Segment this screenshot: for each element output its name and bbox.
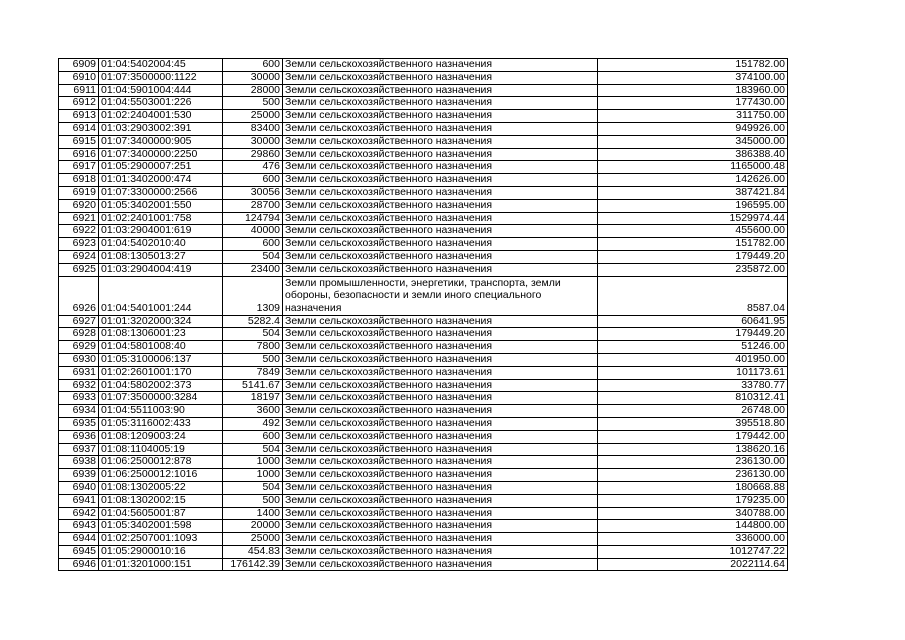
area-cell: 20000	[223, 520, 283, 533]
land-category-cell: Земли сельскохозяйственного назначения	[283, 533, 598, 546]
cadastral-value-cell: 8587.04	[598, 276, 788, 315]
cadastral-value-cell: 236130.00	[598, 456, 788, 469]
land-category-cell: Земли сельскохозяйственного назначения	[283, 186, 598, 199]
land-category-cell: Земли сельскохозяйственного назначения	[283, 174, 598, 187]
row-number-cell: 6935	[59, 417, 99, 430]
area-cell: 1309	[223, 276, 283, 315]
land-category-cell: Земли сельскохозяйственного назначения	[283, 199, 598, 212]
area-cell: 28700	[223, 199, 283, 212]
area-cell: 600	[223, 238, 283, 251]
land-category-cell: Земли сельскохозяйственного назначения	[283, 328, 598, 341]
land-category-cell: Земли сельскохозяйственного назначения	[283, 97, 598, 110]
cadastral-number-cell: 01:08:1209003:24	[99, 430, 223, 443]
table-row	[59, 328, 788, 341]
land-category-cell: Земли сельскохозяйственного назначения	[283, 122, 598, 135]
cadastral-value-cell: 138620.16	[598, 443, 788, 456]
land-category-cell: Земли сельскохозяйственного назначения	[283, 481, 598, 494]
area-cell: 504	[223, 250, 283, 263]
table-row	[59, 456, 788, 469]
cadastral-number-cell: 01:04:5402010:40	[99, 238, 223, 251]
land-parcels-table	[58, 58, 788, 571]
table-row	[59, 161, 788, 174]
area-cell: 18197	[223, 392, 283, 405]
cadastral-value-cell: 177430.00	[598, 97, 788, 110]
row-number-cell: 6944	[59, 533, 99, 546]
land-category-cell: Земли сельскохозяйственного назначения	[283, 59, 598, 72]
cadastral-value-cell: 1529974.44	[598, 212, 788, 225]
cadastral-number-cell: 01:03:2903002:391	[99, 122, 223, 135]
cadastral-value-cell: 101173.61	[598, 366, 788, 379]
table-row	[59, 135, 788, 148]
area-cell: 476	[223, 161, 283, 174]
cadastral-number-cell: 01:04:5503001:226	[99, 97, 223, 110]
area-cell: 5282.4	[223, 315, 283, 328]
cadastral-number-cell: 01:08:1302002:15	[99, 494, 223, 507]
row-number-cell: 6920	[59, 199, 99, 212]
area-cell: 600	[223, 174, 283, 187]
cadastral-value-cell: 2022114.64	[598, 558, 788, 571]
cadastral-value-cell: 386388.40	[598, 148, 788, 161]
row-number-cell: 6945	[59, 545, 99, 558]
cadastral-number-cell: 01:02:2507001:1093	[99, 533, 223, 546]
land-category-cell: Земли сельскохозяйственного назначения	[283, 71, 598, 84]
cadastral-number-cell: 01:03:2904004:419	[99, 263, 223, 276]
area-cell: 500	[223, 353, 283, 366]
table-row	[59, 212, 788, 225]
cadastral-value-cell: 33780.77	[598, 379, 788, 392]
row-number-cell: 6917	[59, 161, 99, 174]
row-number-cell: 6915	[59, 135, 99, 148]
row-number-cell: 6928	[59, 328, 99, 341]
table-row	[59, 469, 788, 482]
table-row	[59, 148, 788, 161]
land-category-cell: Земли сельскохозяйственного назначения	[283, 238, 598, 251]
area-cell: 5141.67	[223, 379, 283, 392]
row-number-cell: 6911	[59, 84, 99, 97]
cadastral-number-cell: 01:07:3400000:905	[99, 135, 223, 148]
table-row	[59, 558, 788, 571]
cadastral-value-cell: 236130.00	[598, 469, 788, 482]
table-row	[59, 507, 788, 520]
cadastral-value-cell: 196595.00	[598, 199, 788, 212]
cadastral-value-cell: 60641.95	[598, 315, 788, 328]
table-row	[59, 110, 788, 123]
row-number-cell: 6918	[59, 174, 99, 187]
land-category-cell: Земли промышленности, энергетики, транспорта, земли обороны, безопасности и земли иного специального назначения	[283, 276, 598, 315]
land-category-cell: Земли сельскохозяйственного назначения	[283, 494, 598, 507]
area-cell: 492	[223, 417, 283, 430]
row-number-cell: 6913	[59, 110, 99, 123]
cadastral-number-cell: 01:01:3201000:151	[99, 558, 223, 571]
table-body	[59, 59, 788, 571]
area-cell: 40000	[223, 225, 283, 238]
table-row	[59, 97, 788, 110]
cadastral-value-cell: 401950.00	[598, 353, 788, 366]
area-cell: 504	[223, 481, 283, 494]
area-cell: 7800	[223, 341, 283, 354]
table-row	[59, 250, 788, 263]
land-category-cell: Земли сельскохозяйственного назначения	[283, 545, 598, 558]
land-category-cell: Земли сельскохозяйственного назначения	[283, 263, 598, 276]
table-row	[59, 520, 788, 533]
cadastral-value-cell: 311750.00	[598, 110, 788, 123]
table-row	[59, 405, 788, 418]
table-row	[59, 315, 788, 328]
cadastral-value-cell: 949926.00	[598, 122, 788, 135]
cadastral-value-cell: 340788.00	[598, 507, 788, 520]
land-category-cell: Земли сельскохозяйственного назначения	[283, 558, 598, 571]
land-category-cell: Земли сельскохозяйственного назначения	[283, 212, 598, 225]
land-category-cell: Земли сельскохозяйственного назначения	[283, 379, 598, 392]
area-cell: 176142.39	[223, 558, 283, 571]
cadastral-value-cell: 142626.00	[598, 174, 788, 187]
cadastral-value-cell: 144800.00	[598, 520, 788, 533]
row-number-cell: 6940	[59, 481, 99, 494]
cadastral-number-cell: 01:04:5401001:244	[99, 276, 223, 315]
cadastral-value-cell: 455600.00	[598, 225, 788, 238]
row-number-cell: 6937	[59, 443, 99, 456]
cadastral-number-cell: 01:07:3500000:1122	[99, 71, 223, 84]
area-cell: 29860	[223, 148, 283, 161]
cadastral-number-cell: 01:08:1306001:23	[99, 328, 223, 341]
table-row	[59, 186, 788, 199]
cadastral-number-cell: 01:05:3100006:137	[99, 353, 223, 366]
cadastral-number-cell: 01:08:1104005:19	[99, 443, 223, 456]
area-cell: 1000	[223, 456, 283, 469]
land-category-cell: Земли сельскохозяйственного назначения	[283, 148, 598, 161]
row-number-cell: 6919	[59, 186, 99, 199]
row-number-cell: 6924	[59, 250, 99, 263]
row-number-cell: 6936	[59, 430, 99, 443]
land-category-cell: Земли сельскохозяйственного назначения	[283, 417, 598, 430]
cadastral-number-cell: 01:02:2601001:170	[99, 366, 223, 379]
cadastral-number-cell: 01:01:3202000:324	[99, 315, 223, 328]
area-cell: 1000	[223, 469, 283, 482]
land-category-cell: Земли сельскохозяйственного назначения	[283, 469, 598, 482]
table-row	[59, 174, 788, 187]
row-number-cell: 6946	[59, 558, 99, 571]
area-cell: 600	[223, 430, 283, 443]
cadastral-value-cell: 183960.00	[598, 84, 788, 97]
cadastral-number-cell: 01:04:5901004:444	[99, 84, 223, 97]
table-row	[59, 199, 788, 212]
area-cell: 504	[223, 328, 283, 341]
area-cell: 30000	[223, 135, 283, 148]
cadastral-number-cell: 01:02:2401001:758	[99, 212, 223, 225]
area-cell: 25000	[223, 110, 283, 123]
row-number-cell: 6933	[59, 392, 99, 405]
table-row	[59, 84, 788, 97]
land-category-cell: Земли сельскохозяйственного назначения	[283, 353, 598, 366]
cadastral-value-cell: 26748.00	[598, 405, 788, 418]
cadastral-value-cell: 1012747.22	[598, 545, 788, 558]
cadastral-value-cell: 180668.88	[598, 481, 788, 494]
row-number-cell: 6910	[59, 71, 99, 84]
table-row	[59, 417, 788, 430]
cadastral-value-cell: 395518.80	[598, 417, 788, 430]
area-cell: 30056	[223, 186, 283, 199]
area-cell: 28000	[223, 84, 283, 97]
cadastral-number-cell: 01:07:3300000:2566	[99, 186, 223, 199]
area-cell: 600	[223, 59, 283, 72]
row-number-cell: 6931	[59, 366, 99, 379]
cadastral-number-cell: 01:04:5402004:45	[99, 59, 223, 72]
land-category-cell: Земли сельскохозяйственного назначения	[283, 84, 598, 97]
land-category-cell: Земли сельскохозяйственного назначения	[283, 225, 598, 238]
table-row	[59, 238, 788, 251]
area-cell: 504	[223, 443, 283, 456]
table-row	[59, 366, 788, 379]
land-category-cell: Земли сельскохозяйственного назначения	[283, 161, 598, 174]
table-row	[59, 122, 788, 135]
land-category-cell: Земли сельскохозяйственного назначения	[283, 135, 598, 148]
cadastral-number-cell: 01:01:3402000:474	[99, 174, 223, 187]
cadastral-number-cell: 01:05:3402001:550	[99, 199, 223, 212]
cadastral-value-cell: 345000.00	[598, 135, 788, 148]
table-row	[59, 545, 788, 558]
area-cell: 23400	[223, 263, 283, 276]
land-category-cell: Земли сельскохозяйственного назначения	[283, 443, 598, 456]
row-number-cell: 6930	[59, 353, 99, 366]
cadastral-value-cell: 179442.00	[598, 430, 788, 443]
cadastral-value-cell: 51246.00	[598, 341, 788, 354]
cadastral-number-cell: 01:08:1305013:27	[99, 250, 223, 263]
row-number-cell: 6943	[59, 520, 99, 533]
cadastral-number-cell: 01:08:1302005:22	[99, 481, 223, 494]
area-cell: 83400	[223, 122, 283, 135]
cadastral-value-cell: 810312.41	[598, 392, 788, 405]
cadastral-number-cell: 01:05:2900007:251	[99, 161, 223, 174]
cadastral-value-cell: 179449.20	[598, 250, 788, 263]
area-cell: 30000	[223, 71, 283, 84]
cadastral-value-cell: 1165000.48	[598, 161, 788, 174]
row-number-cell: 6927	[59, 315, 99, 328]
table-row	[59, 353, 788, 366]
row-number-cell: 6938	[59, 456, 99, 469]
table-row	[59, 379, 788, 392]
row-number-cell: 6932	[59, 379, 99, 392]
row-number-cell: 6912	[59, 97, 99, 110]
row-number-cell: 6921	[59, 212, 99, 225]
table-row	[59, 443, 788, 456]
land-category-cell: Земли сельскохозяйственного назначения	[283, 456, 598, 469]
row-number-cell: 6923	[59, 238, 99, 251]
land-category-cell: Земли сельскохозяйственного назначения	[283, 507, 598, 520]
area-cell: 1400	[223, 507, 283, 520]
row-number-cell: 6926	[59, 276, 99, 315]
cadastral-number-cell: 01:02:2404001:530	[99, 110, 223, 123]
land-category-cell: Земли сельскохозяйственного назначения	[283, 430, 598, 443]
cadastral-value-cell: 374100.00	[598, 71, 788, 84]
cadastral-number-cell: 01:07:3500000:3284	[99, 392, 223, 405]
row-number-cell: 6942	[59, 507, 99, 520]
cadastral-number-cell: 01:04:5511003:90	[99, 405, 223, 418]
table-row	[59, 225, 788, 238]
cadastral-number-cell: 01:05:2900010:16	[99, 545, 223, 558]
area-cell: 454.83	[223, 545, 283, 558]
cadastral-number-cell: 01:03:2904001:619	[99, 225, 223, 238]
cadastral-value-cell: 387421.84	[598, 186, 788, 199]
area-cell: 7849	[223, 366, 283, 379]
land-category-cell: Земли сельскохозяйственного назначения	[283, 366, 598, 379]
land-category-cell: Земли сельскохозяйственного назначения	[283, 250, 598, 263]
land-category-cell: Земли сельскохозяйственного назначения	[283, 520, 598, 533]
land-category-cell: Земли сельскохозяйственного назначения	[283, 405, 598, 418]
land-category-cell: Земли сельскохозяйственного назначения	[283, 315, 598, 328]
cadastral-value-cell: 235872.00	[598, 263, 788, 276]
table-row	[59, 533, 788, 546]
row-number-cell: 6941	[59, 494, 99, 507]
row-number-cell: 6909	[59, 59, 99, 72]
table-row	[59, 430, 788, 443]
cadastral-number-cell: 01:05:3116002:433	[99, 417, 223, 430]
cadastral-value-cell: 336000.00	[598, 533, 788, 546]
land-category-cell: Земли сельскохозяйственного назначения	[283, 341, 598, 354]
row-number-cell: 6914	[59, 122, 99, 135]
row-number-cell: 6939	[59, 469, 99, 482]
row-number-cell: 6929	[59, 341, 99, 354]
table-row	[59, 392, 788, 405]
table-row	[59, 59, 788, 72]
cadastral-number-cell: 01:04:5605001:87	[99, 507, 223, 520]
area-cell: 3600	[223, 405, 283, 418]
cadastral-value-cell: 179235.00	[598, 494, 788, 507]
land-category-cell: Земли сельскохозяйственного назначения	[283, 110, 598, 123]
cadastral-number-cell: 01:06:2500012:1016	[99, 469, 223, 482]
cadastral-number-cell: 01:07:3400000:2250	[99, 148, 223, 161]
table-row	[59, 494, 788, 507]
row-number-cell: 6925	[59, 263, 99, 276]
cadastral-number-cell: 01:04:5802002:373	[99, 379, 223, 392]
table-row	[59, 276, 788, 315]
cadastral-number-cell: 01:06:2500012:878	[99, 456, 223, 469]
area-cell: 25000	[223, 533, 283, 546]
area-cell: 124794	[223, 212, 283, 225]
table-row	[59, 481, 788, 494]
cadastral-value-cell: 151782.00	[598, 59, 788, 72]
cadastral-number-cell: 01:05:3402001:598	[99, 520, 223, 533]
table-row	[59, 263, 788, 276]
row-number-cell: 6934	[59, 405, 99, 418]
row-number-cell: 6922	[59, 225, 99, 238]
table-row	[59, 341, 788, 354]
cadastral-number-cell: 01:04:5801008:40	[99, 341, 223, 354]
cadastral-value-cell: 179449.20	[598, 328, 788, 341]
table-row	[59, 71, 788, 84]
cadastral-value-cell: 151782.00	[598, 238, 788, 251]
land-category-cell: Земли сельскохозяйственного назначения	[283, 392, 598, 405]
area-cell: 500	[223, 494, 283, 507]
row-number-cell: 6916	[59, 148, 99, 161]
area-cell: 500	[223, 97, 283, 110]
